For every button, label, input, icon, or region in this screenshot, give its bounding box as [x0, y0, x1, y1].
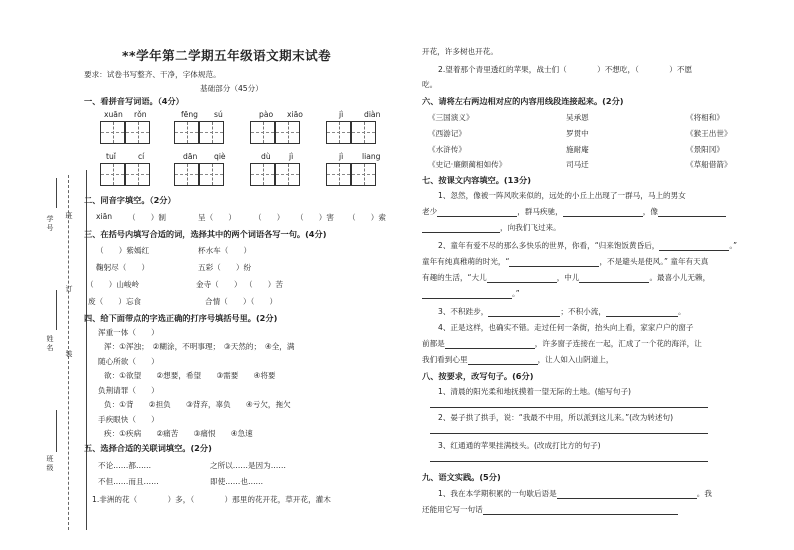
- q6-right-item[interactable]: 《景阳冈》: [686, 145, 724, 154]
- writing-grid-cell[interactable]: [250, 163, 275, 186]
- answer-blank[interactable]: [445, 340, 535, 349]
- answer-line[interactable]: [430, 407, 708, 408]
- binding-label-name: 姓名: [46, 335, 54, 352]
- answer-blank[interactable]: [422, 224, 500, 233]
- q6-middle-item[interactable]: 吴承恩: [566, 113, 589, 122]
- q4-word: 浑重一体（ ）: [98, 328, 159, 337]
- q6-middle-item[interactable]: 司马迁: [566, 160, 589, 169]
- writing-grid-cell[interactable]: [250, 121, 275, 144]
- q7-p1a: 1、忽然，像被一阵风吹来似的，远处的小丘上出现了一群马，马上的男女: [438, 191, 686, 200]
- answer-blank[interactable]: [659, 242, 729, 251]
- q7-heading: 七、按课文内容填空。(13分): [422, 175, 531, 185]
- q6-left-item[interactable]: 《三国演义》: [428, 113, 474, 122]
- q7-p2d: 。”: [422, 288, 520, 299]
- q7-p3: 3、不积跬步， ；不积小流， 。: [438, 307, 686, 316]
- binding-label-ban: 班: [65, 212, 73, 220]
- q5-sentence2: 2.望着那个青里透红的苹果，战士们（ ）不想吃，（ ）不愿: [438, 65, 693, 74]
- page-title: **学年第二学期五年级语文期末试卷: [122, 48, 332, 63]
- q6-left-item[interactable]: 《史记·廉颇蔺相如传》: [428, 160, 507, 169]
- q3-item: （ ）山峻岭: [86, 280, 140, 289]
- q4-options: 负：①背 ②担负 ③背弃，辜负 ④亏欠，拖欠: [104, 400, 291, 409]
- q6-left-item[interactable]: 《西游记》: [428, 129, 466, 138]
- q5-pair: 不但……而且……: [98, 477, 159, 486]
- binding-label-xuehao: 学号: [46, 215, 54, 232]
- writing-grid-cell[interactable]: [174, 163, 199, 186]
- q6-right-item[interactable]: 《猴王出世》: [686, 129, 732, 138]
- writing-grid-cell[interactable]: [199, 121, 224, 144]
- writing-grid-cell[interactable]: [275, 121, 300, 144]
- answer-blank[interactable]: [606, 308, 678, 317]
- q5-continuation: 开花，许多树也开花。: [422, 47, 498, 56]
- q7-p4c: 我们看到心里 ，让人如入山阴道上，: [422, 355, 614, 364]
- q8-s1: 1、清晨的阳光柔和地抚摸着一望无际的土地。(缩写句子): [438, 387, 632, 396]
- q5-heading: 五、选择合适的关联词填空。(2分): [84, 443, 212, 453]
- answer-blank[interactable]: [437, 208, 517, 217]
- writing-grid-cell[interactable]: [125, 163, 150, 186]
- binding-label-ding: 订: [65, 285, 73, 293]
- q3-item: 金寺（ ）: [196, 280, 242, 289]
- q7-p2c: 有趣的生活，“大儿 ，中儿 。最喜小儿无赖，: [422, 273, 711, 282]
- writing-grid-cell[interactable]: [174, 121, 199, 144]
- writing-grid-cell[interactable]: [100, 121, 125, 144]
- answer-blank[interactable]: [557, 490, 697, 499]
- q4-options: 疾：①疾病 ②痛苦 ③痛恨 ④急速: [104, 429, 253, 438]
- requirement-text: 要求：试卷书写整齐、干净，字体规范。: [84, 70, 221, 79]
- q4-word: 手疾眼快（ ）: [98, 415, 159, 424]
- q8-s3: 3、红通通的苹果挂满枝头。(改成打比方的句子): [438, 441, 601, 450]
- q3-item: 五彩（ ）纷: [198, 263, 252, 272]
- binding-blank-2: [56, 290, 57, 330]
- q9-p2: 还能用它写一句话: [422, 504, 678, 515]
- q7-p2b: 童年有纯真稚萌的时光，“ ，不是避头是使风。” 童年有天真: [422, 257, 709, 266]
- answer-blank[interactable]: [509, 258, 599, 267]
- writing-grid-cell[interactable]: [351, 121, 376, 144]
- q4-heading: 四、给下面带点的字选正确的打序号填括号里。(2分): [84, 313, 278, 323]
- writing-grid-cell[interactable]: [326, 121, 351, 144]
- answer-blank[interactable]: [487, 274, 557, 283]
- answer-blank[interactable]: [563, 208, 643, 217]
- writing-grid-cell[interactable]: [326, 163, 351, 186]
- q4-options: 欲：①欲望 ②想要，希望 ③需要 ④将要: [104, 371, 276, 380]
- answer-blank[interactable]: [658, 208, 726, 217]
- writing-grid-cell[interactable]: [125, 121, 150, 144]
- answer-blank[interactable]: [422, 290, 512, 299]
- answer-blank[interactable]: [488, 308, 560, 317]
- q5-pair: 不论……都……: [98, 461, 152, 470]
- q1-heading: 一、看拼音写词语。（4分）: [84, 96, 184, 106]
- q5-sentence1: 1.非洲的花（ ）多，（ ）那里的花开花，草开花，灌木: [92, 495, 331, 504]
- binding-blank-3: [56, 410, 57, 452]
- writing-grid-cell[interactable]: [275, 163, 300, 186]
- q3-item: 杯水车（ ）: [198, 246, 252, 255]
- q2-heading: 二、同音字填空。（2分）: [84, 195, 176, 205]
- q7-p1c: ，向我们飞过来。: [422, 222, 561, 233]
- q3-item: （ ）苦: [245, 280, 283, 289]
- q3-item: 鞠躬尽（ ）: [96, 263, 150, 272]
- writing-grid-cell[interactable]: [199, 163, 224, 186]
- basic-part-label: 基础部分（45分）: [200, 84, 263, 93]
- q6-middle-item[interactable]: 施耐庵: [566, 145, 589, 154]
- answer-line[interactable]: [430, 433, 708, 434]
- q4-options: 浑：①浑浊； ②糊涂，不明事理； ③天然的； ④全，满: [104, 342, 295, 351]
- answer-line[interactable]: [430, 461, 708, 462]
- q5-pair: 之所以……是因为……: [210, 461, 286, 470]
- q4-word: 随心所欲（ ）: [98, 357, 159, 366]
- q7-p4b: 前都是 ，许多窗子连接在一起，汇成了一个花的海洋，让: [422, 339, 702, 348]
- q6-middle-item[interactable]: 罗贯中: [566, 129, 589, 138]
- q5-pair: 即使……也……: [210, 477, 264, 486]
- q6-right-item[interactable]: 《将相和》: [686, 113, 724, 122]
- q8-s2: 2、晏子拱了拱手，说：“我最不中用，所以派到这儿来。”(改为转述句): [438, 413, 674, 422]
- q3-item: （ ）紫嫣红: [96, 246, 150, 255]
- q6-left-item[interactable]: 《水浒传》: [428, 145, 466, 154]
- q8-heading: 八、按要求，改写句子。(6分): [422, 371, 534, 381]
- binding-blank-1: [56, 178, 57, 208]
- q7-p4a: 4、正是这样，也确实不错。走过任何一条街，抬头向上看，家家户户的窗子: [438, 323, 694, 332]
- q4-word: 负荆请罪（ ）: [98, 386, 159, 395]
- writing-grid-cell[interactable]: [351, 163, 376, 186]
- q7-p2a: 2、童年有爱不尽的那么多快乐的世界，你看，“归来饱饭黄昏后， 。”: [438, 241, 738, 250]
- binding-line: [86, 170, 87, 530]
- q9-p1: 1、我在本学期积累的一句歇后语是 。我: [438, 489, 712, 498]
- q3-item: 合情（ ）（ ）: [205, 297, 278, 306]
- q7-p1b: 老少 ，群马疾驰， ，像: [422, 206, 726, 217]
- q6-heading: 六、请将左右两边相对应的内容用线段连接起来。(2分): [422, 96, 624, 106]
- binding-label-banji: 班级: [46, 455, 54, 472]
- binding-label-zhuang: 装: [65, 350, 73, 358]
- q3-item: 废（ ）忘食: [88, 297, 142, 306]
- q3-heading: 三、在括号内填写合适的词，选择其中的两个词语各写一句。(4分): [84, 229, 327, 239]
- q6-right-item[interactable]: 《草船借箭》: [686, 160, 732, 169]
- answer-blank[interactable]: [579, 274, 649, 283]
- answer-blank[interactable]: [468, 356, 538, 365]
- q9-heading: 九、语文实践。(5分): [422, 472, 501, 482]
- writing-grid-cell[interactable]: [100, 163, 125, 186]
- q5-sentence2b: 吃。: [422, 80, 438, 89]
- answer-blank[interactable]: [483, 506, 678, 515]
